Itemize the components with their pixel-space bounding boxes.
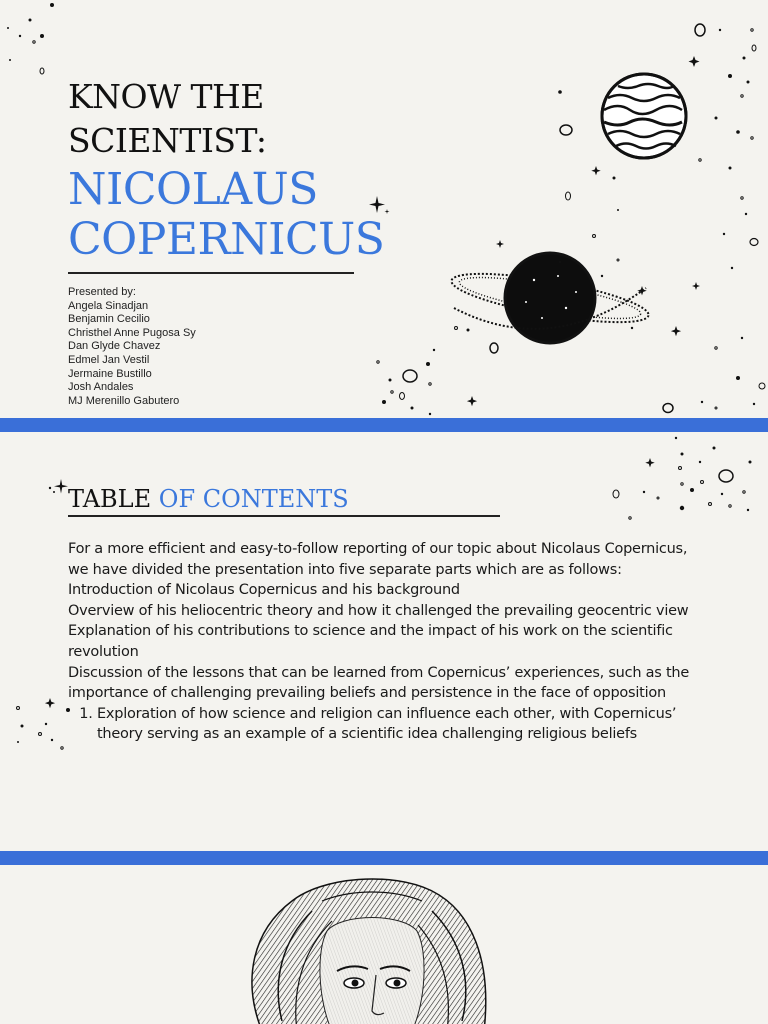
title-line-scientist: SCIENTIST: — [68, 121, 267, 160]
toc-item: Overview of his heliocentric theory and how it challenged the prevailing geocentric view — [68, 602, 689, 619]
title-divider — [68, 272, 354, 274]
slide-separator — [0, 851, 768, 865]
presenter-name: Angela Sinadjan — [68, 299, 149, 312]
presenter-name: Edmel Jan Vestil — [68, 353, 150, 366]
portrait-slide — [0, 865, 768, 1024]
presenters-block — [68, 286, 196, 408]
star-dots-decoration — [590, 432, 768, 532]
presenter-name: Christhel Anne Pugosa Sy — [68, 326, 196, 339]
toc-numbered-list — [68, 704, 708, 745]
presenter-name: Jermaine Bustillo — [68, 367, 152, 380]
toc-numbered-item: 1. Exploration of how science and religion can influence each other, with Copernicus’ theory serving as an example of a scientific idea challenging religious beliefs — [97, 704, 708, 745]
star-dots-decoration — [370, 0, 768, 418]
star-dots-decoration — [0, 0, 70, 80]
copernicus-portrait-image — [222, 871, 532, 1024]
scientist-name-last: COPERNICUS — [68, 214, 385, 265]
toc-item: Introduction of Nicolaus Copernicus and his background — [68, 582, 460, 599]
toc-item: Discussion of the lessons that can be learned from Copernicus’ experiences, such as the importance of challenging prevailing beliefs and persistence in the face of opposition — [68, 664, 689, 702]
toc-divider — [68, 515, 500, 517]
toc-heading-table: TABLE — [68, 485, 152, 513]
star-dots-decoration — [0, 686, 80, 756]
toc-body — [68, 539, 708, 745]
sparkle-icon — [46, 478, 70, 498]
presenter-name: Josh Andales — [68, 381, 134, 394]
title-slide — [0, 0, 768, 418]
scientist-name-first: NICOLAUS — [68, 164, 318, 215]
title-line-know-the: KNOW THE — [68, 77, 264, 116]
table-of-contents-slide — [0, 432, 768, 850]
toc-heading-of-contents: OF CONTENTS — [158, 485, 349, 513]
presenter-name: MJ Merenillo Gabutero — [68, 394, 180, 407]
toc-heading — [68, 484, 349, 514]
presenter-name: Benjamin Cecilio — [68, 313, 150, 326]
slide-separator — [0, 418, 768, 432]
presenter-name: Dan Glyde Chavez — [68, 340, 161, 353]
toc-item: Explanation of his contributions to science and the impact of his work on the scientific revolution — [68, 623, 673, 660]
presented-by-label: Presented by: — [68, 286, 136, 298]
toc-intro: For a more efficient and easy-to-follow reporting of our topic about Nicolaus Copernicus, we have divided the presentation into five separate parts which are as follows: — [68, 541, 688, 578]
